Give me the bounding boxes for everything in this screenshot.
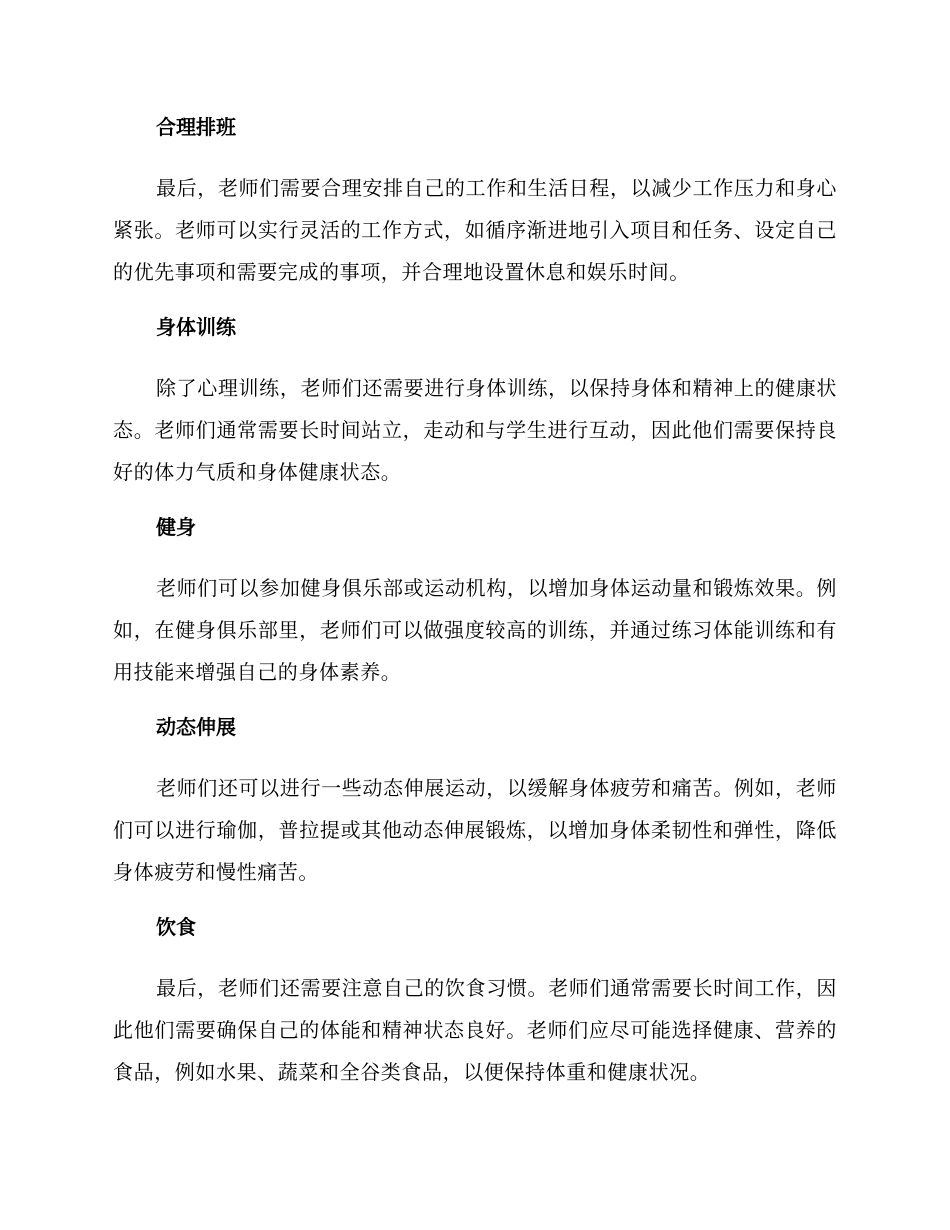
section-body-diet: 最后，老师们还需要注意自己的饮食习惯。老师们通常需要长时间工作，因此他们需要确保自己的体能和精神状态良好。老师们应尽可能选择健康、营养的食品，例如水果、蔬菜和全谷类食品，以便保持体重和健康状况。 — [113, 976, 837, 1084]
section-body-physical-training: 除了心理训练，老师们还需要进行身体训练，以保持身体和精神上的健康状态。老师们通常需要长时间站立，走动和与学生进行互动，因此他们需要保持良好的体力气质和身体健康状态。 — [113, 376, 837, 484]
section-body-dynamic-stretching: 老师们还可以进行一些动态伸展运动，以缓解身体疲劳和痛苦。例如，老师们可以进行瑜伽，普拉提或其他动态伸展锻炼，以增加身体柔韧性和弹性，降低身体疲劳和慢性痛苦。 — [113, 776, 837, 884]
section-body-scheduling: 最后，老师们需要合理安排自己的工作和生活日程，以减少工作压力和身心紧张。老师可以实行灵活的工作方式，如循序渐进地引入项目和任务、设定自己的优先事项和需要完成的事项，并合理地设置休息和娱乐时间。 — [113, 176, 837, 284]
section-body-fitness: 老师们可以参加健身俱乐部或运动机构，以增加身体运动量和锻炼效果。例如，在健身俱乐部里，老师们可以做强度较高的训练，并通过练习体能训练和有用技能来增强自己的身体素养。 — [113, 576, 837, 684]
section-heading-dynamic-stretching: 动态伸展 — [156, 715, 236, 739]
section-heading-fitness: 健身 — [156, 515, 196, 539]
document-content — [113, 113, 837, 1093]
section-heading-diet: 饮食 — [156, 915, 196, 939]
section-heading-physical-training: 身体训练 — [156, 315, 236, 339]
section-heading-scheduling: 合理排班 — [156, 115, 236, 139]
